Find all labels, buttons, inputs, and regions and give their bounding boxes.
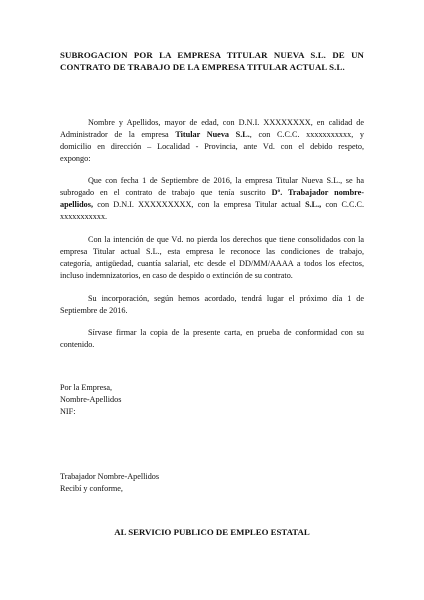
- paragraph-4-line-2: Septiembre de 2016.: [60, 306, 128, 315]
- paragraph-5-line-2: contenido.: [60, 340, 95, 349]
- company-name-bold: Titular Nueva S.L.: [175, 130, 250, 139]
- paragraph-1-line-2: Administrador de la empresa Titular Nueva S.L., con C.C.C. xxxxxxxxxxx, y: [60, 130, 364, 139]
- paragraph-2-line-2: subrogado en el contrato de trabajo que tenía suscrito Dº. Trabajador nombre-: [60, 188, 364, 197]
- paragraph-3-line-2: empresa Titular actual S.L., esta empresa le reconoce las condiciones de trabajo,: [60, 247, 364, 256]
- document-title-line-2: CONTRATO DE TRABAJO DE LA EMPRESA TITULAR ACTUAL S.L.: [60, 62, 345, 72]
- company-signatory-nif: NIF:: [60, 407, 76, 416]
- paragraph-2-line-4: xxxxxxxxxxx.: [60, 212, 108, 221]
- company-signatory-name: Nombre-Apellidos: [60, 395, 122, 404]
- worker-signatory-name: Trabajador Nombre-Apellidos: [60, 472, 160, 481]
- worker-name-bold: Dº. Trabajador nombre-: [271, 188, 364, 197]
- company-signature-label: Por la Empresa,: [60, 383, 113, 392]
- document-title-line-1: SUBROGACION POR LA EMPRESA TITULAR NUEVA S.L. DE UN: [60, 50, 364, 60]
- paragraph-1-line-4: expongo:: [60, 154, 91, 163]
- paragraph-1-line-1: Nombre y Apellidos, mayor de edad, con D.N.I. XXXXXXXX, en calidad de: [88, 118, 364, 127]
- paragraph-3-line-3: categoría, antigüedad, cuantía salarial, etc desde el DD/MM/AAAA a todos los efectos,: [60, 259, 364, 268]
- paragraph-2-line-3: apellidos, con D.N.I. XXXXXXXXX, con la empresa Titular actual S.L., con C.C.C.: [60, 200, 364, 209]
- paragraph-4-line-1: Su incorporación, según hemos acordado, tendrá lugar el próximo día 1 de: [88, 294, 364, 303]
- paragraph-2-line-1: Que con fecha 1 de Septiembre de 2016, la empresa Titular Nueva S.L., se ha: [88, 176, 364, 185]
- paragraph-3-line-1: Con la intención de que Vd. no pierda los derechos que tiene consolidados con la: [88, 235, 364, 244]
- paragraph-3-line-4: incluso indemnizatorios, en caso de despido o extinción de su contrato.: [60, 271, 293, 280]
- paragraph-5-line-1: Sírvase firmar la copia de la presente carta, en prueba de conformidad con su: [88, 328, 364, 337]
- addressee-footer: AL SERVICIO PUBLICO DE EMPLEO ESTATAL: [114, 527, 310, 537]
- worker-acknowledgement: Recibí y conforme,: [60, 484, 123, 493]
- paragraph-1-line-3: domicilio en dirección – Localidad - Provincia, ante Vd. con el debido respeto,: [60, 142, 364, 151]
